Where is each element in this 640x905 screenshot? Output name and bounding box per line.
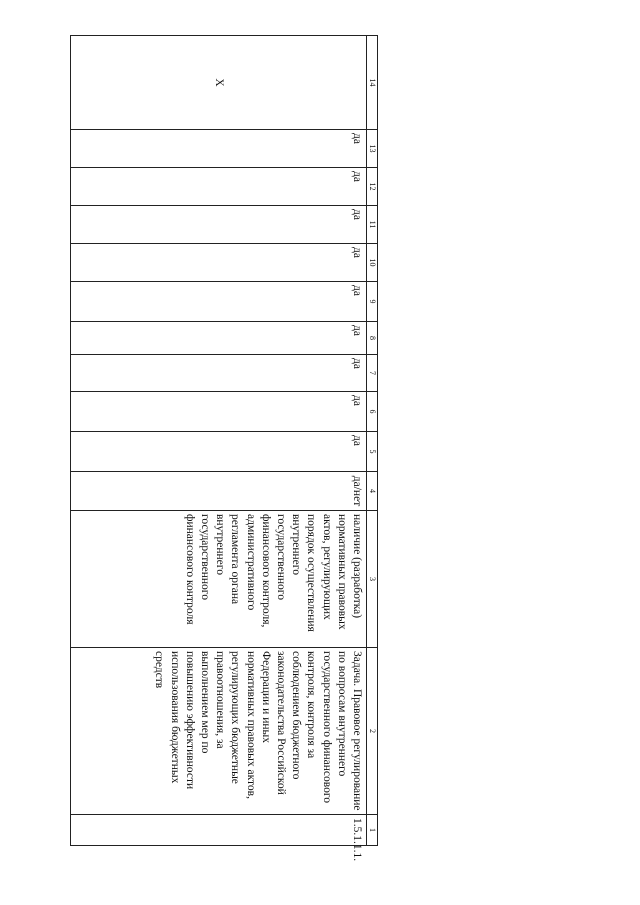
header-col-13: 13 [367, 130, 378, 168]
cell-col-9: да [71, 282, 367, 322]
header-col-5: 5 [367, 432, 378, 472]
indicator-table [70, 35, 378, 862]
header-col-11: 11 [367, 206, 378, 244]
cell-unit: да/нет [71, 472, 367, 511]
header-col-14: 14 [367, 36, 378, 130]
header-col-12: 12 [367, 168, 378, 206]
cell-indicator: наличие (разработка) нормативных правовых актов, регулирующих порядок осуществления внутреннего государственного финансового контроля, административного регламента органа внутреннего государственного финансового контроля [71, 511, 367, 648]
header-row [367, 36, 378, 846]
header-col-3: 3 [367, 511, 378, 648]
cell-code: 1.5.1.1.1. [71, 815, 367, 846]
cell-task: Задача. Правовое регулирование по вопросам внутреннего государственного финансового контроля, контроля за соблюдением бюджетного законодательства Российской Федерации и иных нормативных правовых актов, регулирующих бюджетные правоотношения, за выполнением мер по повышению эффективности использования бюджетных средств [71, 648, 367, 815]
header-col-1: 1 [367, 815, 378, 846]
table-row [71, 36, 367, 846]
cell-col-11: да [71, 206, 367, 244]
header-col-7: 7 [367, 355, 378, 392]
header-col-10: 10 [367, 244, 378, 282]
header-col-9: 9 [367, 282, 378, 322]
cell-col-7: да [71, 355, 367, 392]
cell-col-12: да [71, 168, 367, 206]
cell-col-14: Х [71, 36, 367, 130]
cell-col-6: да [71, 392, 367, 432]
cell-col-10: да [71, 244, 367, 282]
header-col-4: 4 [367, 472, 378, 511]
cell-col-13: да [71, 130, 367, 168]
header-col-6: 6 [367, 392, 378, 432]
rotated-table-container [70, 35, 378, 862]
header-col-2: 2 [367, 648, 378, 815]
cell-col-5: да [71, 432, 367, 472]
header-col-8: 8 [367, 322, 378, 355]
cell-col-8: да [71, 322, 367, 355]
